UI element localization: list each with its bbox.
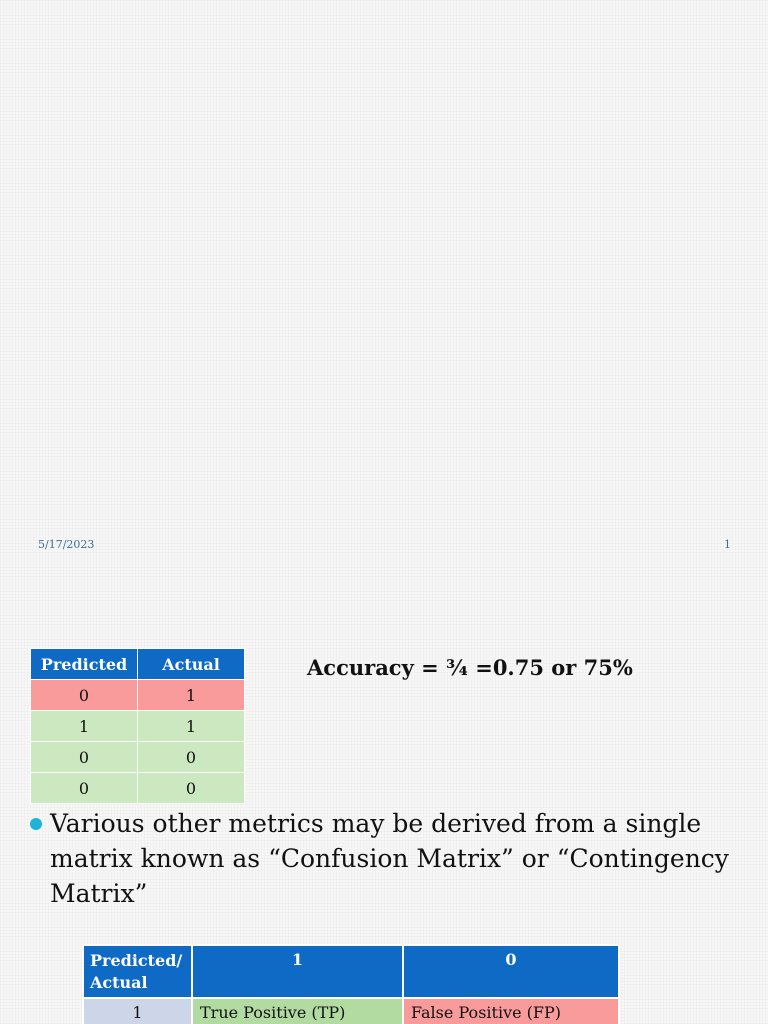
- slide-page-number: 1: [724, 538, 731, 551]
- row-label: 1: [83, 998, 192, 1024]
- predicted-cell: 0: [31, 742, 138, 773]
- actual-cell: 1: [138, 680, 245, 711]
- predicted-cell: 1: [31, 711, 138, 742]
- actual-cell: 0: [138, 742, 245, 773]
- header-line-predicted: Predicted/: [90, 951, 183, 970]
- header-predicted-actual: [83, 945, 192, 998]
- header-line-actual: Actual: [90, 973, 148, 992]
- accuracy-formula: Accuracy = ¾ =0.75 or 75%: [307, 655, 633, 680]
- header-col-1: 1: [192, 945, 403, 998]
- prediction-table: [30, 648, 245, 804]
- actual-cell: 1: [138, 711, 245, 742]
- predicted-cell: 0: [31, 680, 138, 711]
- table-header-row: [83, 945, 619, 998]
- table-row: [83, 998, 619, 1024]
- slide-date: 5/17/2023: [38, 538, 95, 551]
- table-header-row: [31, 649, 245, 680]
- bullet-text: Various other metrics may be derived from a single matrix known as “Confusion Matrix” or “Contingency Matrix”: [50, 809, 729, 908]
- table-row: [31, 742, 245, 773]
- table-row: [31, 680, 245, 711]
- bullet-dot-icon: [30, 818, 42, 830]
- predicted-cell: 0: [31, 773, 138, 804]
- table-row: [31, 773, 245, 804]
- false-positive-cell: False Positive (FP): [403, 998, 619, 1024]
- header-col-0: 0: [403, 945, 619, 998]
- header-actual: Actual: [138, 649, 245, 680]
- actual-cell: 0: [138, 773, 245, 804]
- table-row: [31, 711, 245, 742]
- true-positive-cell: True Positive (TP): [192, 998, 403, 1024]
- confusion-matrix-table: [82, 944, 620, 1024]
- header-predicted: Predicted: [31, 649, 138, 680]
